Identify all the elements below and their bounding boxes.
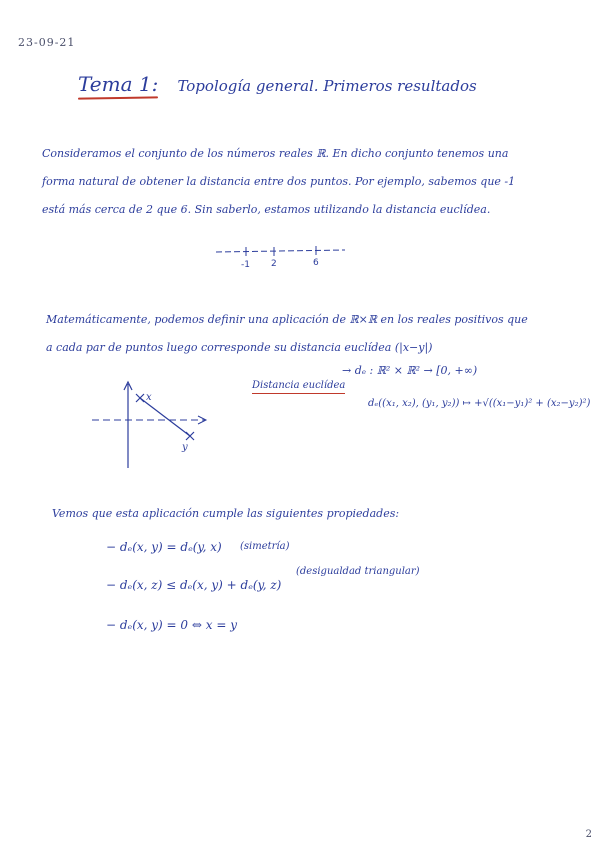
number-line — [216, 246, 345, 270]
paragraph-1-line-2: forma natural de obtener la distancia entre dos puntos. Por ejemplo, sabemos que -1 — [42, 175, 516, 188]
date: 23-09-21 — [18, 36, 76, 49]
paragraph-2-line-2: a cada par de puntos luego corresponde su distancia euclídea (|x−y|) — [46, 341, 433, 354]
tick-label-2: 2 — [271, 259, 277, 269]
property-symmetry-note: (simetría) — [240, 541, 290, 552]
point-x-label: x — [146, 392, 152, 403]
paragraph-1-line-1: Consideramos el conjunto de los números reales ℝ. En dicho conjunto tenemos una — [42, 147, 509, 160]
paragraph-3-line-1: Vemos que esta aplicación cumple las siguientes propiedades: — [52, 507, 400, 520]
plane-diagram — [92, 382, 206, 468]
paragraph-1-line-3: está más cerca de 2 que 6. Sin saberlo, estamos utilizando la distancia euclídea. — [42, 203, 491, 216]
paragraph-3 — [52, 500, 399, 528]
euclidean-def-formula: dₑ((x₁, x₂), (y₁, y₂)) ↦ +√((x₁−y₁)² + (x₂−y₂)²) — [368, 398, 591, 409]
paragraph-2 — [46, 306, 528, 362]
tick-label-minus1: -1 — [241, 260, 250, 270]
property-symmetry: − dₑ(x, y) = dₑ(y, x) — [106, 540, 222, 554]
property-triangle: − dₑ(x, z) ≤ dₑ(x, y) + dₑ(y, z) — [106, 578, 282, 592]
euclidean-distance-label: Distancia euclídea — [252, 380, 346, 391]
point-y-label: y — [182, 442, 188, 453]
property-triangle-note: (desigualdad triangular) — [296, 566, 420, 577]
property-identity: − dₑ(x, y) = 0 ⇔ x = y — [106, 618, 237, 632]
euclidean-map-formula: → dₑ : ℝ² × ℝ² → [0, +∞) — [342, 364, 478, 377]
title-main: Tema 1: — [78, 72, 159, 96]
page-number: 2 — [585, 829, 592, 840]
tick-label-6: 6 — [313, 258, 319, 268]
title-subtitle: Topología general. Primeros resultados — [177, 77, 477, 95]
paragraph-2-line-1: Matemáticamente, podemos definir una aplicación de ℝ×ℝ en los reales positivos que — [46, 313, 528, 326]
